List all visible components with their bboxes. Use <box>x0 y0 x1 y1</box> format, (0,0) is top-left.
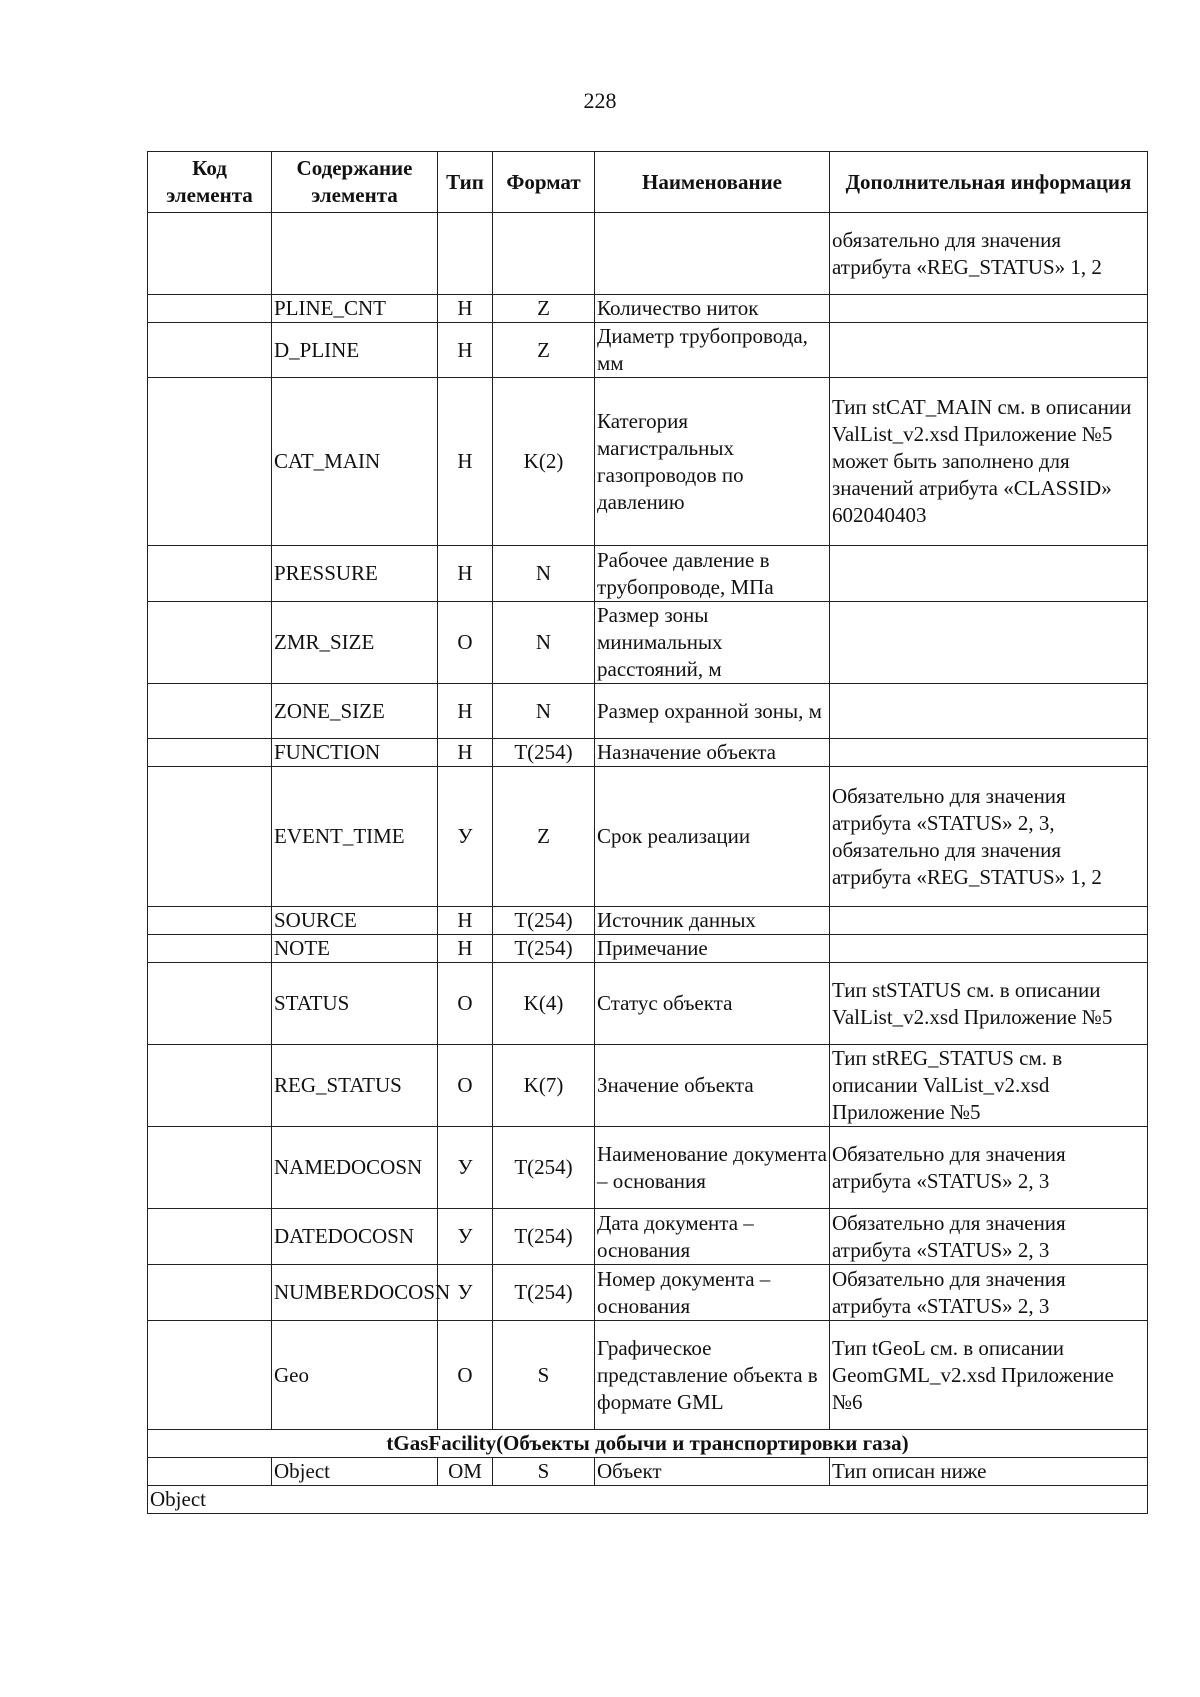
cell-code <box>148 323 272 378</box>
table-row-continuation <box>148 213 1148 295</box>
cell-format: T(254) <box>493 1127 595 1209</box>
header-name: Наименование <box>595 152 830 213</box>
cell-code <box>148 546 272 602</box>
cell-info: Обязательно для значения атрибута «STATUS» 2, 3 <box>830 1265 1148 1321</box>
cell-code <box>148 1458 272 1486</box>
cell-info <box>830 684 1148 739</box>
cell-format: T(254) <box>493 1209 595 1265</box>
cell-info <box>830 739 1148 767</box>
cell-format: S <box>493 1321 595 1430</box>
cell-type: Н <box>438 907 493 935</box>
bare-row-label: Object <box>148 1486 1148 1514</box>
cell-format: N <box>493 684 595 739</box>
header-format: Формат <box>493 152 595 213</box>
cell-format: Z <box>493 767 595 907</box>
cell-format: N <box>493 602 595 684</box>
section-row <box>148 1430 1148 1458</box>
table-row <box>148 378 1148 546</box>
cell-type: О <box>438 1321 493 1430</box>
cell-content: D_PLINE <box>272 323 438 378</box>
cell-name: Объект <box>595 1458 830 1486</box>
cell-name: Размер зоны минимальных расстояний, м <box>595 602 830 684</box>
cell-info <box>830 295 1148 323</box>
cell-content: REG_STATUS <box>272 1045 438 1127</box>
cell-code <box>148 1209 272 1265</box>
cell-type: У <box>438 1127 493 1209</box>
cell-code <box>148 1321 272 1430</box>
cell-content: FUNCTION <box>272 739 438 767</box>
cell-type: Н <box>438 739 493 767</box>
table-row <box>148 907 1148 935</box>
cell-format: Z <box>493 323 595 378</box>
cell-type: О <box>438 602 493 684</box>
cell-name: Источник данных <box>595 907 830 935</box>
table-row-bare <box>148 1486 1148 1514</box>
cell-name: Срок реализации <box>595 767 830 907</box>
cell-format: Z <box>493 295 595 323</box>
table-row <box>148 739 1148 767</box>
cell-type: Н <box>438 378 493 546</box>
table-row <box>148 935 1148 963</box>
cell-type: Н <box>438 323 493 378</box>
cell-type: О <box>438 1045 493 1127</box>
cell-format: T(254) <box>493 739 595 767</box>
cell-info: обязательно для значения атрибута «REG_STATUS» 1, 2 <box>830 213 1148 295</box>
cell-code <box>148 1127 272 1209</box>
table-row <box>148 295 1148 323</box>
table-row <box>148 963 1148 1045</box>
cell-name: Назначение объекта <box>595 739 830 767</box>
cell-info: Тип stSTATUS см. в описании ValList_v2.xsd Приложение №5 <box>830 963 1148 1045</box>
header-code: Код элемента <box>148 152 272 213</box>
cell-info: Тип stREG_STATUS см. в описании ValList_v2.xsd Приложение №5 <box>830 1045 1148 1127</box>
cell-code <box>148 739 272 767</box>
page-number: 228 <box>583 88 617 113</box>
cell-name: Диаметр трубопровода, мм <box>595 323 830 378</box>
cell-type: Н <box>438 295 493 323</box>
cell-type: У <box>438 1209 493 1265</box>
cell-content: EVENT_TIME <box>272 767 438 907</box>
cell-info: Обязательно для значения атрибута «STATUS» 2, 3, обязательно для значения атрибута «REG_STATUS» 1, 2 <box>830 767 1148 907</box>
table-row <box>148 602 1148 684</box>
cell-info <box>830 323 1148 378</box>
cell-info <box>830 935 1148 963</box>
cell-name: Примечание <box>595 935 830 963</box>
cell-content: NAMEDOCOSN <box>272 1127 438 1209</box>
cell-name: Количество ниток <box>595 295 830 323</box>
cell-content: NOTE <box>272 935 438 963</box>
attribute-table <box>147 151 1148 1514</box>
cell-code <box>148 1265 272 1321</box>
cell-name: Номер документа – основания <box>595 1265 830 1321</box>
cell-type: У <box>438 1265 493 1321</box>
cell-format: T(254) <box>493 1265 595 1321</box>
cell-name: Значение объекта <box>595 1045 830 1127</box>
cell-content: NUMBERDOCOSN <box>272 1265 438 1321</box>
table-row <box>148 546 1148 602</box>
cell-info: Тип описан ниже <box>830 1458 1148 1486</box>
cell-type: ОМ <box>438 1458 493 1486</box>
cell-name: Наименование документа – основания <box>595 1127 830 1209</box>
cell-content: Geo <box>272 1321 438 1430</box>
section-title: tGasFacility(Объекты добычи и транспортировки газа) <box>148 1430 1148 1458</box>
cell-type: О <box>438 963 493 1045</box>
cell-type: Н <box>438 935 493 963</box>
cell-name: Размер охранной зоны, м <box>595 684 830 739</box>
cell-code <box>148 684 272 739</box>
cell-format <box>493 213 595 295</box>
table-row <box>148 1265 1148 1321</box>
cell-code <box>148 295 272 323</box>
cell-type: Н <box>438 684 493 739</box>
cell-code <box>148 767 272 907</box>
cell-name: Графическое представление объекта в формате GML <box>595 1321 830 1430</box>
table-row-object <box>148 1458 1148 1486</box>
cell-format: T(254) <box>493 935 595 963</box>
cell-info: Обязательно для значения атрибута «STATUS» 2, 3 <box>830 1127 1148 1209</box>
cell-type: У <box>438 767 493 907</box>
cell-format: T(254) <box>493 907 595 935</box>
cell-info: Обязательно для значения атрибута «STATUS» 2, 3 <box>830 1209 1148 1265</box>
cell-code <box>148 213 272 295</box>
table-header-row <box>148 152 1148 213</box>
table-row <box>148 767 1148 907</box>
header-type: Тип <box>438 152 493 213</box>
cell-content: DATEDOCOSN <box>272 1209 438 1265</box>
cell-content: STATUS <box>272 963 438 1045</box>
cell-code <box>148 935 272 963</box>
cell-code <box>148 963 272 1045</box>
cell-info <box>830 602 1148 684</box>
cell-format: K(4) <box>493 963 595 1045</box>
cell-content <box>272 213 438 295</box>
cell-code <box>148 1045 272 1127</box>
cell-code <box>148 378 272 546</box>
cell-format: N <box>493 546 595 602</box>
table-row <box>148 684 1148 739</box>
cell-code <box>148 907 272 935</box>
cell-name: Статус объекта <box>595 963 830 1045</box>
cell-content: ZMR_SIZE <box>272 602 438 684</box>
cell-type <box>438 213 493 295</box>
table-row <box>148 323 1148 378</box>
cell-format: K(7) <box>493 1045 595 1127</box>
cell-content: PRESSURE <box>272 546 438 602</box>
cell-info <box>830 907 1148 935</box>
cell-name: Дата документа – основания <box>595 1209 830 1265</box>
cell-code <box>148 602 272 684</box>
table-row <box>148 1045 1148 1127</box>
cell-info: Тип stCAT_MAIN см. в описании ValList_v2.xsd Приложение №5 может быть заполнено для значений атрибута «CLASSID» 602040403 <box>830 378 1148 546</box>
cell-name: Категория магистральных газопроводов по давлению <box>595 378 830 546</box>
cell-info: Тип tGeoL см. в описании GeomGML_v2.xsd Приложение №6 <box>830 1321 1148 1430</box>
header-content: Содержание элемента <box>272 152 438 213</box>
cell-content: CAT_MAIN <box>272 378 438 546</box>
cell-content: ZONE_SIZE <box>272 684 438 739</box>
cell-name <box>595 213 830 295</box>
cell-content: SOURCE <box>272 907 438 935</box>
cell-type: Н <box>438 546 493 602</box>
header-info: Дополнительная информация <box>830 152 1148 213</box>
cell-name: Рабочее давление в трубопроводе, МПа <box>595 546 830 602</box>
table-row <box>148 1127 1148 1209</box>
cell-format: S <box>493 1458 595 1486</box>
cell-content: PLINE_CNT <box>272 295 438 323</box>
cell-content: Object <box>272 1458 438 1486</box>
cell-info <box>830 546 1148 602</box>
table-row <box>148 1321 1148 1430</box>
cell-format: K(2) <box>493 378 595 546</box>
table-row <box>148 1209 1148 1265</box>
